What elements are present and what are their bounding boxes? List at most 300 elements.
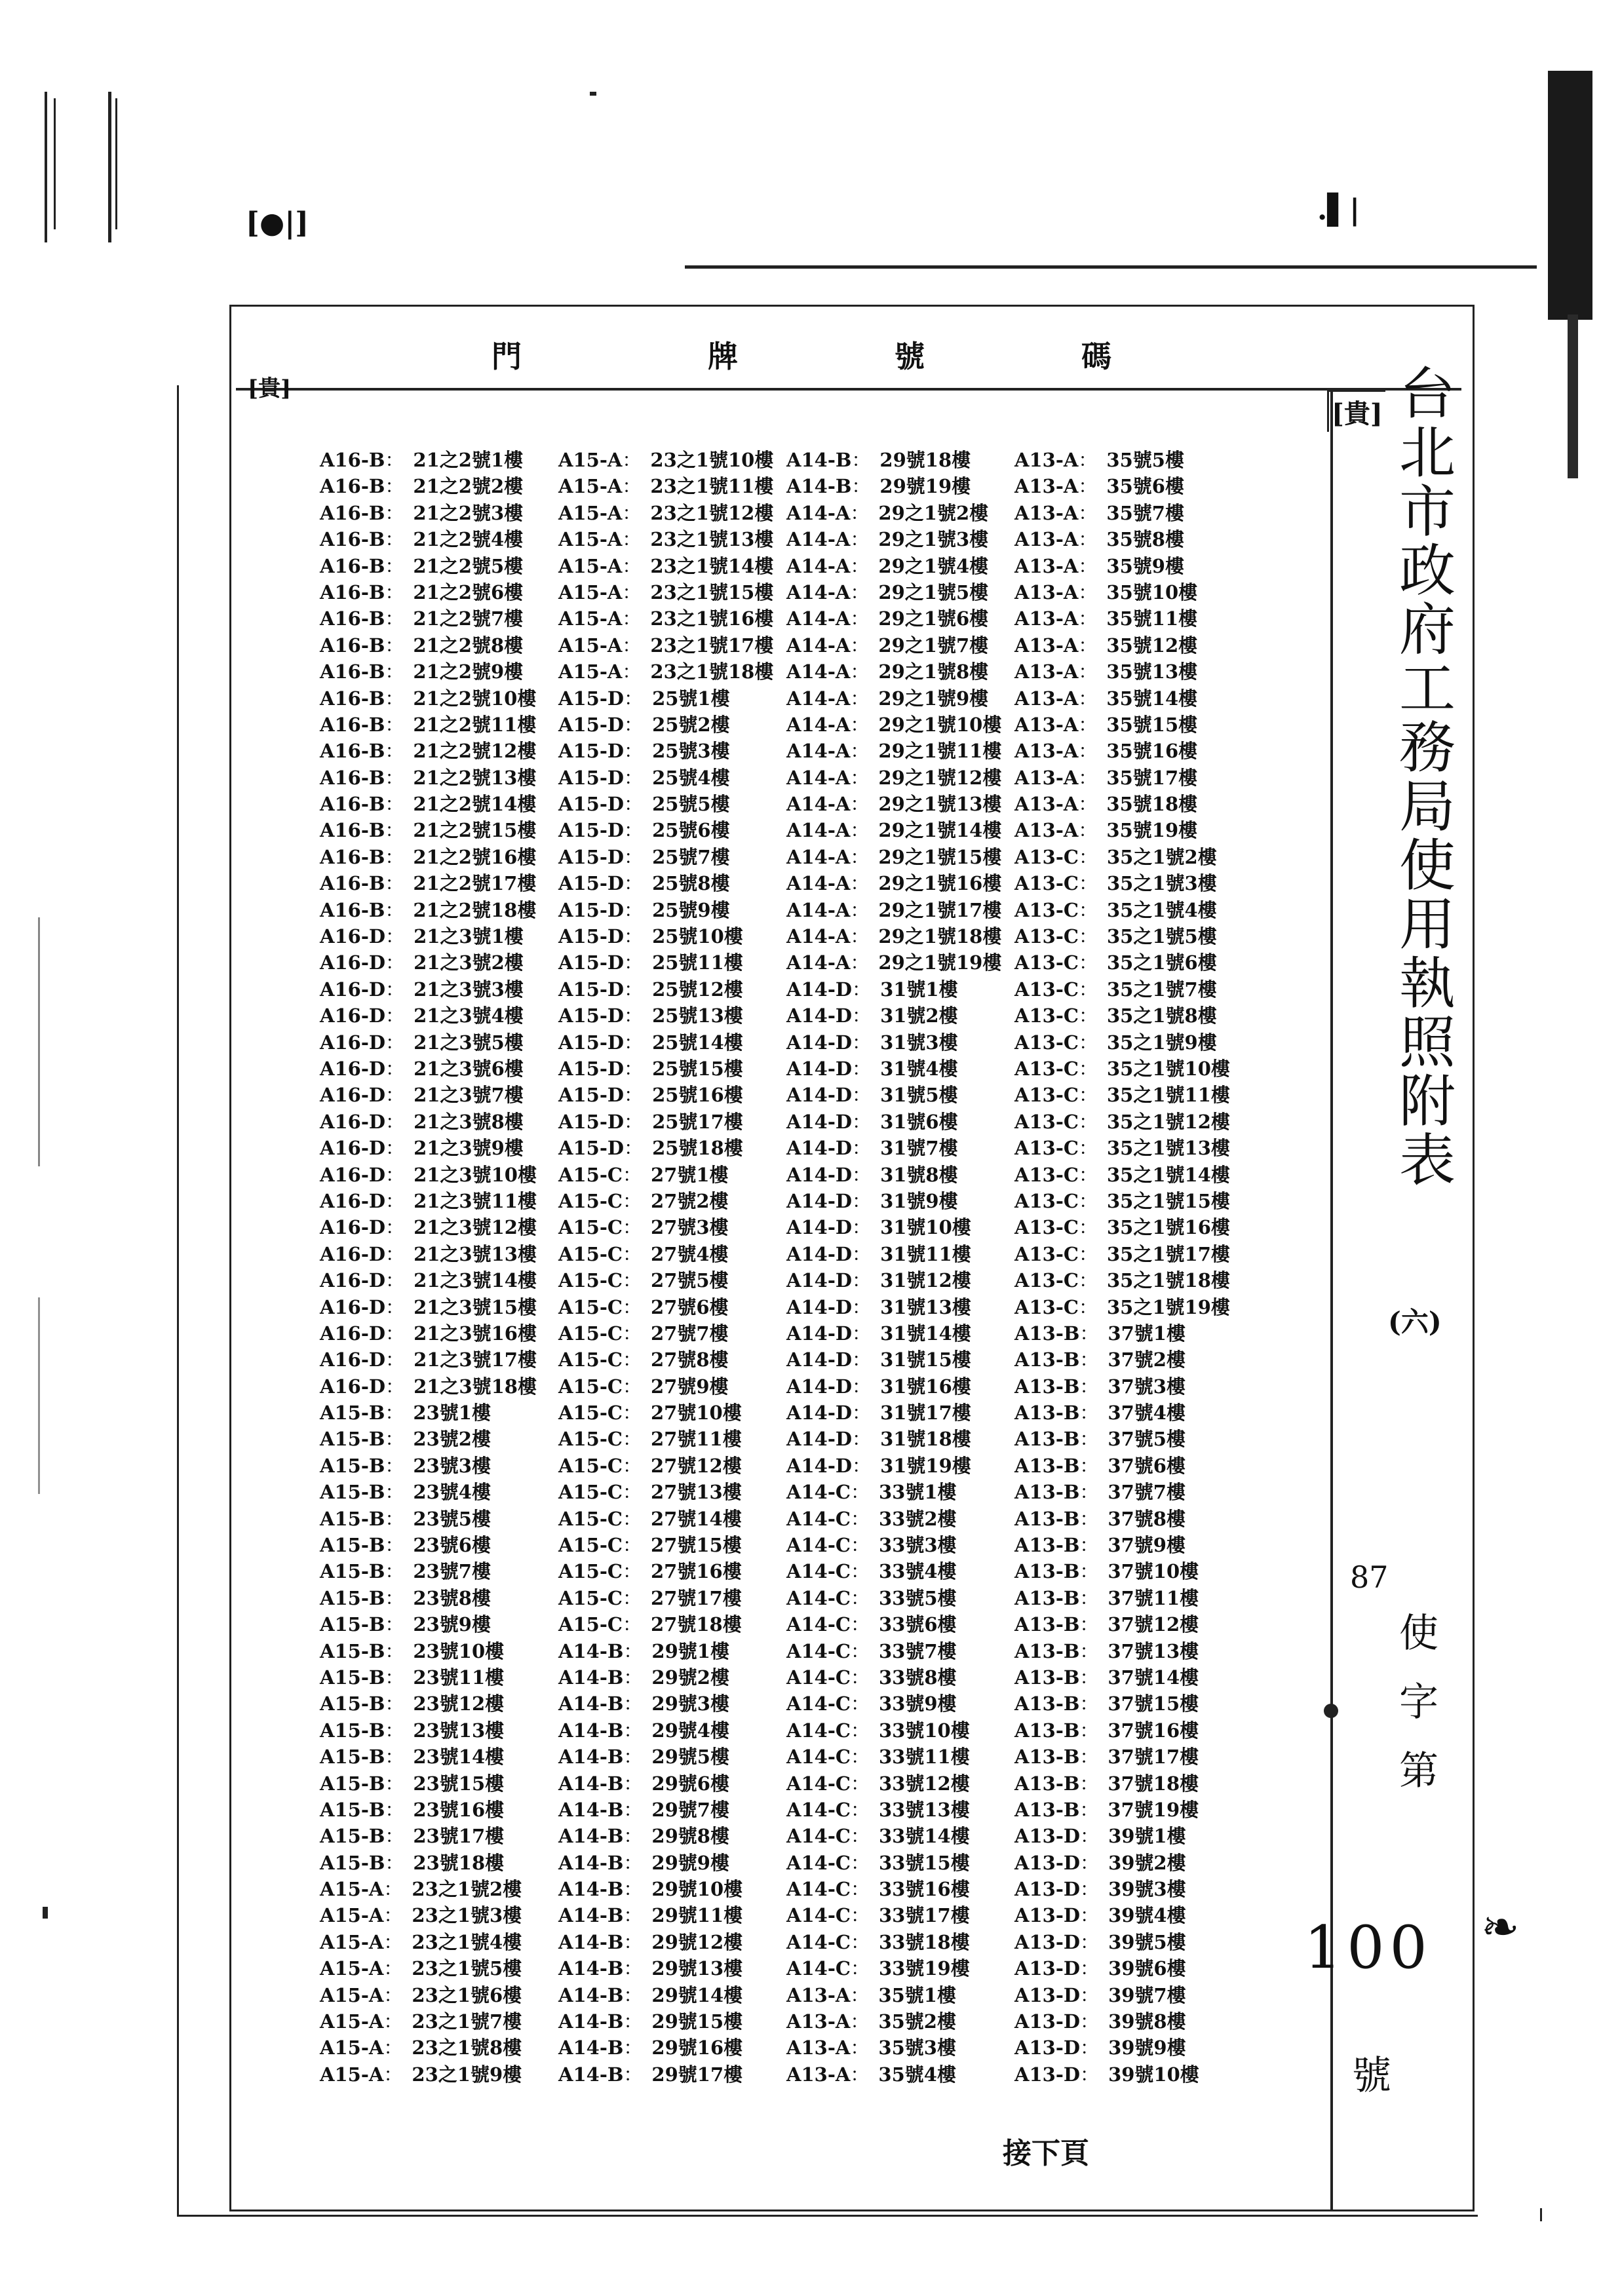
code-separator: ：: [622, 1349, 642, 1371]
scan-edge-mark: [45, 92, 47, 242]
address-value: 33號14樓: [879, 1825, 970, 1848]
address-value: 29之1號2樓: [878, 501, 989, 524]
code-separator: ：: [623, 1639, 643, 1662]
address-value: 23號10樓: [413, 1639, 505, 1662]
address-entry: [320, 1532, 537, 1558]
code-separator: ：: [385, 660, 404, 683]
code-separator: ：: [622, 660, 642, 683]
address-value: 37號18樓: [1108, 1772, 1199, 1795]
address-value: 29之1號16樓: [878, 872, 1002, 895]
code-separator: ：: [385, 1189, 405, 1212]
address-value: 35號5樓: [1106, 449, 1184, 471]
code-separator: ：: [850, 872, 870, 895]
address-value: 21之3號11樓: [414, 1189, 537, 1212]
address-value: 25號9樓: [652, 898, 730, 921]
address-value: 35號13樓: [1106, 660, 1198, 683]
unit-code: A14-D: [786, 1004, 853, 1027]
unit-code: A14-D: [786, 1084, 853, 1107]
address-entry: [786, 579, 1001, 605]
document-title: 台北市政府工務局使用執照附表: [1389, 364, 1455, 1189]
code-separator: ：: [1079, 1507, 1099, 1530]
unit-code: A14-C: [786, 1693, 851, 1715]
address-value: 29之1號5樓: [878, 581, 989, 603]
address-value: 29號2樓: [651, 1666, 729, 1689]
address-entry: [786, 1347, 1001, 1373]
address-value: 23之1號10樓: [650, 449, 774, 471]
address-value: 37號2樓: [1108, 1349, 1186, 1371]
address-entry: [1014, 1400, 1230, 1426]
code-separator: ：: [622, 1163, 642, 1186]
address-entry: [558, 1400, 773, 1426]
unit-code: A14-B: [558, 1666, 624, 1689]
unit-code: A15-C: [558, 1454, 623, 1477]
unit-code: A14-C: [786, 1957, 851, 1980]
unit-code: A13-C: [1014, 1216, 1079, 1239]
code-separator: ：: [385, 925, 405, 948]
unit-code: A14-B: [558, 1719, 624, 1742]
address-entry: [1014, 1294, 1230, 1320]
unit-code: A13-C: [1014, 872, 1079, 895]
unit-code: A15-A: [320, 1930, 384, 1953]
code-separator: ：: [850, 819, 870, 842]
address-value: 23之1號13樓: [650, 528, 774, 551]
address-entry: [320, 1347, 537, 1373]
code-separator: ：: [1078, 898, 1098, 921]
address-entry: [786, 1982, 1001, 2008]
code-separator: ：: [852, 978, 872, 1001]
unit-code: A16-B: [320, 872, 385, 895]
code-separator: ：: [852, 1004, 872, 1027]
address-entry: [320, 1109, 537, 1135]
scan-edge-bar: [1568, 315, 1578, 478]
address-entry: [786, 2035, 1001, 2061]
address-entry: [786, 1823, 1001, 1849]
address-value: 21之3號1樓: [414, 925, 524, 948]
address-entry: [1014, 1188, 1230, 1214]
code-separator: ：: [852, 1137, 872, 1160]
code-separator: ：: [850, 1825, 870, 1848]
address-value: 35號15樓: [1106, 713, 1198, 736]
code-separator: ：: [622, 1507, 642, 1530]
address-entry: [786, 1797, 1001, 1823]
unit-code: A15-B: [320, 1693, 385, 1715]
address-value: 21之2號13樓: [413, 766, 537, 789]
unit-code: A14-D: [786, 1137, 853, 1160]
unit-code: A13-B: [1014, 1375, 1080, 1398]
address-entry: [1014, 2061, 1230, 2088]
code-separator: ：: [385, 1242, 405, 1265]
address-entry: [786, 1188, 1001, 1214]
address-entry: [320, 738, 537, 764]
unit-code: A15-C: [558, 1295, 623, 1318]
address-value: 23號13樓: [413, 1719, 505, 1742]
address-entry: [1014, 2035, 1230, 2061]
code-separator: ：: [623, 1666, 643, 1689]
code-separator: ：: [1079, 1746, 1099, 1769]
address-value: 21之2號16樓: [413, 845, 537, 868]
address-value: 25號15樓: [652, 1057, 743, 1080]
address-value: 21之3號5樓: [414, 1031, 524, 1054]
unit-code: A15-C: [558, 1481, 623, 1504]
unit-code: A16-D: [320, 1216, 386, 1239]
address-entry: [558, 1109, 773, 1135]
address-value: 29之1號7樓: [878, 634, 989, 657]
address-entry: [1014, 1585, 1230, 1611]
address-value: 23號11樓: [413, 1666, 505, 1689]
address-entry: [558, 1823, 773, 1849]
code-separator: ：: [1079, 1719, 1099, 1742]
code-separator: ：: [851, 475, 871, 498]
unit-code: A13-B: [1014, 1666, 1080, 1689]
code-separator: ：: [850, 951, 870, 974]
unit-code: A15-D: [558, 1110, 625, 1133]
code-separator: ：: [1078, 978, 1098, 1001]
code-separator: ：: [385, 1507, 404, 1530]
code-separator: ：: [1079, 1375, 1099, 1398]
code-separator: ：: [850, 1507, 870, 1530]
code-separator: ：: [852, 1057, 872, 1080]
code-separator: ：: [385, 951, 405, 974]
address-entry: [786, 553, 1001, 579]
code-separator: ：: [385, 1110, 405, 1133]
address-value: 21之2號5樓: [413, 554, 524, 577]
code-separator: ：: [622, 634, 642, 657]
address-entry: [320, 870, 537, 896]
address-entry: [786, 712, 1001, 738]
address-value: 39號2樓: [1108, 1851, 1186, 1874]
code-separator: ：: [383, 2010, 403, 2033]
unit-code: A15-B: [320, 1534, 385, 1557]
address-entry: [786, 1850, 1001, 1876]
unit-code: A15-D: [558, 713, 625, 736]
code-separator: ：: [1079, 1560, 1099, 1583]
unit-code: A16-D: [320, 925, 386, 948]
unit-code: A13-B: [1014, 1586, 1080, 1609]
address-entry: [558, 2008, 773, 2035]
code-separator: ：: [383, 2063, 403, 2086]
address-value: 29號13樓: [651, 1957, 743, 1980]
code-separator: ：: [624, 740, 644, 763]
code-separator: ：: [622, 607, 642, 630]
unit-code: A13-C: [1014, 951, 1079, 974]
code-separator: ：: [624, 819, 644, 842]
unit-code: A14-C: [786, 1719, 851, 1742]
unit-code: A14-B: [558, 1639, 624, 1662]
unit-code: A14-C: [786, 1930, 851, 1953]
address-value: 25號7樓: [652, 845, 730, 868]
code-separator: ：: [385, 1349, 405, 1371]
address-entry: [1014, 1082, 1230, 1108]
address-entry: [320, 579, 537, 605]
address-entry: [1014, 1506, 1230, 1532]
unit-code: A14-B: [558, 1957, 624, 1980]
address-entry: [558, 1453, 773, 1479]
unit-code: A14-B: [558, 1746, 624, 1769]
unit-code: A13-B: [1014, 1322, 1080, 1345]
code-separator: ：: [1078, 1216, 1098, 1239]
address-value: 23之1號11樓: [650, 475, 774, 498]
unit-code: A15-D: [558, 978, 625, 1001]
address-entry: [558, 765, 773, 791]
address-value: 25號10樓: [652, 925, 743, 948]
address-entry: [786, 1664, 1001, 1691]
unit-code: A15-B: [320, 1772, 385, 1795]
code-separator: ：: [1078, 845, 1098, 868]
address-entry: [320, 1029, 537, 1056]
document-number-suffix: 號: [1352, 2053, 1391, 2099]
address-entry: [558, 1214, 773, 1240]
address-entry: [1014, 1691, 1230, 1717]
code-separator: ：: [852, 1322, 872, 1345]
unit-code: A14-C: [786, 1851, 851, 1874]
code-separator: ：: [1079, 1693, 1099, 1715]
address-value: 39號6樓: [1108, 1957, 1186, 1980]
address-entry: [320, 1850, 537, 1876]
code-separator: ：: [850, 660, 870, 683]
code-separator: ：: [852, 1189, 872, 1212]
use-number-prefix: 87: [1350, 1559, 1389, 1595]
address-value: 21之2號9樓: [413, 660, 524, 683]
address-entry: [558, 870, 773, 896]
unit-code: A13-C: [1014, 925, 1079, 948]
code-separator: ：: [624, 872, 644, 895]
address-value: 37號4樓: [1108, 1402, 1186, 1425]
code-separator: ：: [624, 793, 644, 816]
address-entry: [1014, 1902, 1230, 1928]
address-value: 37號6樓: [1108, 1454, 1186, 1477]
address-value: 25號6樓: [652, 819, 730, 842]
code-separator: ：: [624, 713, 644, 736]
address-value: 35號17樓: [1106, 766, 1198, 789]
code-separator: ：: [385, 1428, 404, 1451]
unit-code: A15-C: [558, 1269, 623, 1292]
unit-code: A13-A: [1014, 634, 1079, 657]
code-separator: ：: [385, 607, 404, 630]
scan-edge-mark: [108, 92, 111, 242]
code-separator: ：: [1078, 1031, 1098, 1054]
unit-code: A16-D: [320, 1375, 386, 1398]
address-entry: [1014, 447, 1230, 473]
code-separator: ：: [623, 1772, 643, 1795]
address-value: 35之1號9樓: [1107, 1031, 1217, 1054]
code-separator: ：: [852, 1216, 872, 1239]
code-separator: ：: [385, 898, 404, 921]
address-entry: [558, 1294, 773, 1320]
unit-code: A15-B: [320, 1428, 385, 1451]
address-value: 37號1樓: [1108, 1322, 1186, 1345]
code-separator: ：: [852, 1163, 872, 1186]
address-value: 25號8樓: [652, 872, 730, 895]
unit-code: A15-B: [320, 1481, 385, 1504]
address-entry: [320, 1188, 537, 1214]
address-entry: [1014, 526, 1230, 552]
address-value: 23號3樓: [413, 1454, 491, 1477]
code-separator: ：: [385, 1693, 404, 1715]
address-entry: [558, 1585, 773, 1611]
address-value: 29號7樓: [651, 1798, 729, 1821]
address-value: 39號9樓: [1108, 2037, 1186, 2059]
address-value: 35號1樓: [878, 1983, 956, 2006]
table-header: [229, 308, 1337, 390]
code-separator: ：: [622, 1428, 642, 1451]
unit-code: A16-B: [320, 766, 385, 789]
unit-code: A14-D: [786, 1242, 853, 1265]
code-separator: ：: [385, 1057, 405, 1080]
address-value: 27號3樓: [651, 1216, 729, 1239]
address-value: 35之1號19樓: [1107, 1295, 1230, 1318]
scan-edge-bar: [1548, 71, 1592, 320]
address-entry: [786, 765, 1001, 791]
address-entry: [1014, 1558, 1230, 1584]
unit-code: A16-B: [320, 607, 385, 630]
address-entry: [320, 632, 537, 659]
address-value: 29號11樓: [651, 1904, 743, 1927]
unit-code: A13-A: [786, 2037, 851, 2059]
address-value: 23之1號8樓: [412, 2037, 522, 2059]
address-value: 23之1號16樓: [650, 607, 774, 630]
address-entry: [320, 685, 537, 712]
unit-code: A15-D: [558, 1084, 625, 1107]
unit-code: A13-D: [1014, 1957, 1081, 1980]
code-separator: ：: [385, 581, 404, 603]
address-entry: [320, 1241, 537, 1267]
address-entry: [1014, 738, 1230, 764]
address-value: 37號3樓: [1108, 1375, 1186, 1398]
address-entry: [1014, 1797, 1230, 1823]
code-separator: ：: [623, 1983, 643, 2006]
unit-code: A15-B: [320, 1719, 385, 1742]
top-rule: [685, 265, 1537, 269]
address-value: 35號12樓: [1106, 634, 1198, 657]
address-column-4: [1014, 447, 1230, 2088]
address-entry: [558, 791, 773, 817]
unit-code: A13-C: [1014, 1269, 1079, 1292]
unit-code: A13-D: [1014, 1851, 1081, 1874]
address-entry: [558, 844, 773, 870]
unit-code: A15-D: [558, 687, 625, 710]
unit-code: A15-A: [320, 2037, 384, 2059]
unit-code: A14-A: [786, 581, 851, 603]
code-separator: ：: [623, 1798, 643, 1821]
address-value: 21之3號8樓: [414, 1110, 524, 1133]
unit-code: A16-D: [320, 1269, 386, 1292]
unit-code: A15-B: [320, 1402, 385, 1425]
address-value: 21之2號12樓: [413, 740, 537, 763]
code-separator: ：: [850, 898, 870, 921]
code-separator: ：: [622, 1586, 642, 1609]
unit-code: A16-D: [320, 1137, 386, 1160]
header-label-1: 門: [492, 339, 522, 374]
unit-code: A14-D: [786, 1295, 853, 1318]
code-separator: ：: [852, 1349, 872, 1371]
unit-code: A14-A: [786, 528, 851, 551]
unit-code: A14-A: [786, 819, 851, 842]
unit-code: A15-D: [558, 1004, 625, 1027]
address-entry: [320, 1929, 537, 1955]
address-value: 35之1號18樓: [1107, 1269, 1230, 1292]
address-value: 31號6樓: [880, 1110, 958, 1133]
unit-code: A14-D: [786, 1349, 853, 1371]
code-separator: ：: [385, 1004, 405, 1027]
code-separator: ：: [385, 1031, 405, 1054]
code-separator: ：: [850, 1613, 870, 1636]
address-value: 27號2樓: [651, 1189, 729, 1212]
unit-code: A13-A: [1014, 766, 1079, 789]
address-value: 29號18樓: [879, 449, 971, 471]
unit-code: A13-C: [1014, 1110, 1079, 1133]
code-separator: ：: [385, 1851, 404, 1874]
address-entry: [558, 1241, 773, 1267]
address-value: 31號15樓: [880, 1349, 971, 1371]
address-value: 31號2樓: [880, 1004, 958, 1027]
code-separator: ：: [385, 1798, 404, 1821]
unit-code: A15-A: [320, 2010, 384, 2033]
code-separator: ：: [850, 1481, 870, 1504]
address-entry: [558, 1797, 773, 1823]
address-entry: [1014, 1955, 1230, 1981]
address-value: 33號12樓: [879, 1772, 970, 1795]
unit-code: A14-B: [558, 1825, 624, 1848]
address-entry: [320, 1770, 537, 1797]
address-value: 25號17樓: [652, 1110, 743, 1133]
unit-code: A16-B: [320, 449, 385, 471]
address-value: 37號12樓: [1108, 1613, 1199, 1636]
address-value: 33號17樓: [879, 1904, 970, 1927]
code-separator: ：: [623, 2010, 643, 2033]
stamp-right: [貴]: [1327, 390, 1385, 432]
address-entry: [320, 1294, 537, 1320]
code-separator: ：: [850, 554, 870, 577]
code-separator: ：: [385, 1216, 405, 1239]
address-entry: [558, 1744, 773, 1770]
address-entry: [1014, 579, 1230, 605]
code-separator: ：: [850, 2063, 870, 2086]
unit-code: A14-B: [558, 1772, 624, 1795]
unit-code: A15-C: [558, 1349, 623, 1371]
code-separator: ：: [1078, 951, 1098, 974]
continued-note: 接下頁: [1003, 2137, 1089, 2170]
address-entry: [320, 1214, 537, 1240]
code-separator: ：: [852, 1402, 872, 1425]
address-entry: [786, 1056, 1001, 1082]
code-separator: ：: [852, 1428, 872, 1451]
address-value: 29號9樓: [651, 1851, 729, 1874]
address-entry: [786, 1955, 1001, 1981]
address-entry: [558, 1479, 773, 1505]
address-entry: [1014, 500, 1230, 526]
address-entry: [1014, 1241, 1230, 1267]
address-value: 35之1號12樓: [1107, 1110, 1230, 1133]
code-separator: ：: [622, 1269, 642, 1292]
address-column-3: [786, 447, 1001, 2088]
code-separator: ：: [624, 898, 644, 921]
address-value: 23之1號12樓: [650, 501, 774, 524]
unit-code: A14-C: [786, 1798, 851, 1821]
code-separator: ：: [850, 501, 870, 524]
code-separator: ：: [385, 819, 404, 842]
address-entry: [558, 738, 773, 764]
address-value: 31號10樓: [880, 1216, 971, 1239]
address-entry: [558, 1426, 773, 1452]
address-value: 21之3號17樓: [414, 1349, 537, 1371]
address-entry: [786, 1717, 1001, 1744]
address-value: 35之1號7樓: [1107, 978, 1217, 1001]
unit-code: A14-B: [558, 1930, 624, 1953]
address-value: 21之2號17樓: [413, 872, 537, 895]
unit-code: A14-D: [786, 1189, 853, 1212]
code-separator: ：: [385, 1402, 404, 1425]
address-entry: [1014, 685, 1230, 712]
